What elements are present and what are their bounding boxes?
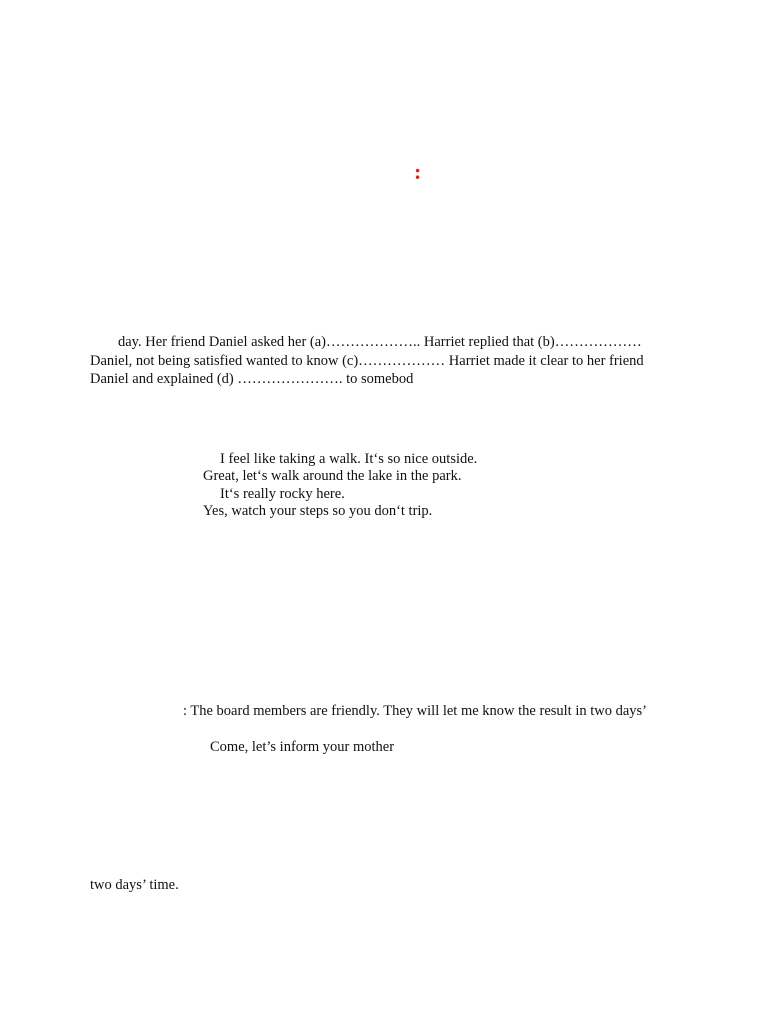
footer-text: two days’ time.: [90, 877, 179, 893]
paragraph-line-2: Daniel, not being satisfied wanted to know (c)……………… Harriet made it clear to her friend: [90, 353, 644, 369]
dialogue-line-2: Great, let‘s walk around the lake in the park.: [203, 468, 462, 484]
dialogue-line-1: I feel like taking a walk. It‘s so nice outside.: [220, 451, 478, 467]
paragraph-line-3: Daniel and explained (d) …………………. to somebod: [90, 371, 414, 387]
red-colon-mark: :: [414, 159, 422, 184]
paragraph-line-1: day. Her friend Daniel asked her (a)……………….. Harriet replied that (b)………………: [118, 334, 642, 350]
dialogue-line-3: It‘s really rocky here.: [220, 486, 345, 502]
board-members-line: : The board members are friendly. They will let me know the result in two days’: [183, 703, 648, 719]
inform-mother-line: Come, let’s inform your mother: [210, 739, 395, 755]
dialogue-line-4: Yes, watch your steps so you don‘t trip.: [203, 503, 433, 519]
